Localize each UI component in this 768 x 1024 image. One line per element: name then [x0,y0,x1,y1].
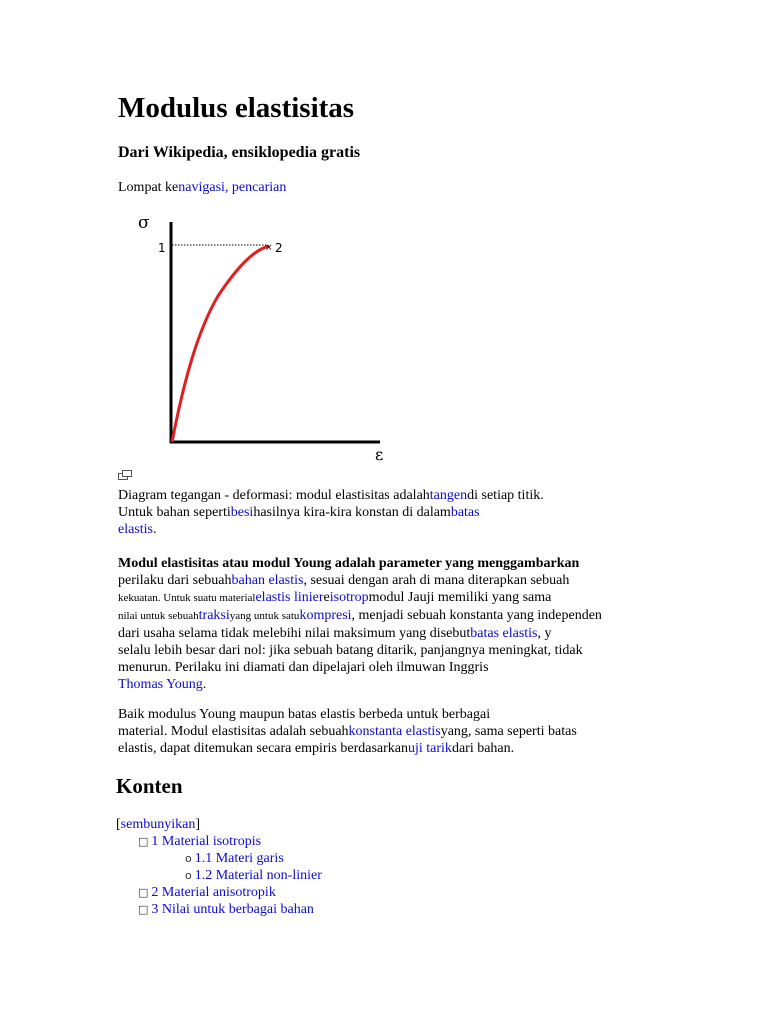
stress-strain-curve [172,246,269,442]
square-bullet-icon: □ [138,835,149,848]
compression-link[interactable]: kompresi [299,608,352,623]
paragraph-text: dari usaha selama tidak melebihi nilai maksimum yang disebut [118,626,471,641]
bold-lead-text: Modul elastisitas atau modul Young adalah parameter yang menggambarkan [118,556,580,571]
paragraph-text: perilaku dari sebuah [118,573,232,588]
toc-item-values[interactable]: 3 Nilai untuk berbagai bahan [151,902,314,917]
elastic-constant-link[interactable]: konstanta elastis [348,724,441,739]
point-1-label: 1 [158,241,166,255]
paragraph-text: dari bahan. [451,741,515,756]
end-marker-icon: × [265,243,273,253]
search-link[interactable]: pencarian [231,180,287,195]
iron-link[interactable]: besi [230,505,254,520]
tensile-test-link[interactable]: uji tarik [408,741,452,756]
intro-paragraph [118,555,602,693]
table-of-contents [116,816,322,918]
stress-strain-diagram[interactable] [138,210,398,466]
page-subtitle: Dari Wikipedia, ensiklopedia gratis [118,144,361,161]
paragraph-text: yang untuk satu [229,610,300,622]
paragraph-text: nilai untuk sebuah [118,610,199,622]
tangent-link[interactable]: tangen [429,488,468,503]
caption-text: . [153,522,157,537]
toc-item-anisotropic[interactable]: 2 Material anisotropik [151,885,276,900]
toc-item-isotropic[interactable]: 1 Material isotropis [151,834,262,849]
toc-bracket: ] [195,817,200,832]
caption-text: hasilnya kira-kira konstan di dalam [253,505,451,520]
enlarge-icon[interactable] [118,470,132,480]
paragraph-text: material. Modul elastisitas adalah sebuah [118,724,349,739]
caption-text: di setiap titik. [467,488,544,503]
hide-toc-link[interactable]: sembunyikan [120,817,196,832]
elastic-limit-link-2[interactable]: batas elastis [470,626,538,641]
square-bullet-icon: □ [138,886,149,899]
paragraph-text: yang, sama seperti batas [440,724,577,739]
jump-prefix: Lompat ke [118,180,179,195]
paragraph-text: modul Jauji memiliki yang sama [368,590,552,605]
jump-links [118,180,286,196]
paragraph-text: kekuatan. Untuk suatu material [118,592,256,604]
elastic-material-link[interactable]: bahan elastis [231,573,304,588]
paragraph-line: Baik modulus Young maupun batas elastis berbeda untuk berbagai [118,707,491,722]
epsilon-symbol: ε [375,445,384,464]
circle-bullet-icon: o [185,869,192,882]
traction-link[interactable]: traksi [198,608,230,623]
sigma-symbol: σ [138,213,150,233]
paragraph-text: , menjadi sebuah konstanta yang independen [351,608,602,623]
jump-separator: , [224,180,232,195]
caption-text: Untuk bahan seperti [118,505,231,520]
point-2-label: 2 [275,241,283,255]
circle-bullet-icon: o [185,852,192,865]
paragraph-text: . [202,677,207,692]
paragraph-text: , y [537,626,552,641]
page-title: Modulus elastisitas [118,92,355,124]
paragraph-line: menurun. Perilaku ini diamati dan dipelajari oleh ilmuwan Inggris [118,660,489,675]
linear-elastic-link[interactable]: elastis linier [255,590,324,605]
navigation-link[interactable]: navigasi [178,180,225,195]
paragraph-text: e [323,590,330,605]
figure-caption [118,487,544,538]
toc-bracket: [ [116,817,121,832]
isotropic-link[interactable]: isotrop [329,590,369,605]
paragraph-line: selalu lebih besar dari nol: jika sebuah batang ditarik, panjangnya meningkat, tidak [118,643,583,658]
thomas-young-link[interactable]: Thomas Young [118,677,203,692]
toc-heading: Konten [116,774,183,798]
paragraph-text: elastis, dapat ditemukan secara empiris berdasarkan [118,741,408,756]
elastic-limit-link[interactable]: batas [450,505,480,520]
elastic-limit-link-cont[interactable]: elastis [118,522,153,537]
toc-item-nonlinear[interactable]: 1.2 Material non-linier [194,868,322,883]
paragraph-text: , sesuai dengan arah di mana diterapkan sebuah [303,573,570,588]
square-bullet-icon: □ [138,903,149,916]
toc-item-linear[interactable]: 1.1 Materi garis [194,851,284,866]
second-paragraph [118,706,577,757]
caption-text: Diagram tegangan - deformasi: modul elastisitas adalah [118,488,430,503]
